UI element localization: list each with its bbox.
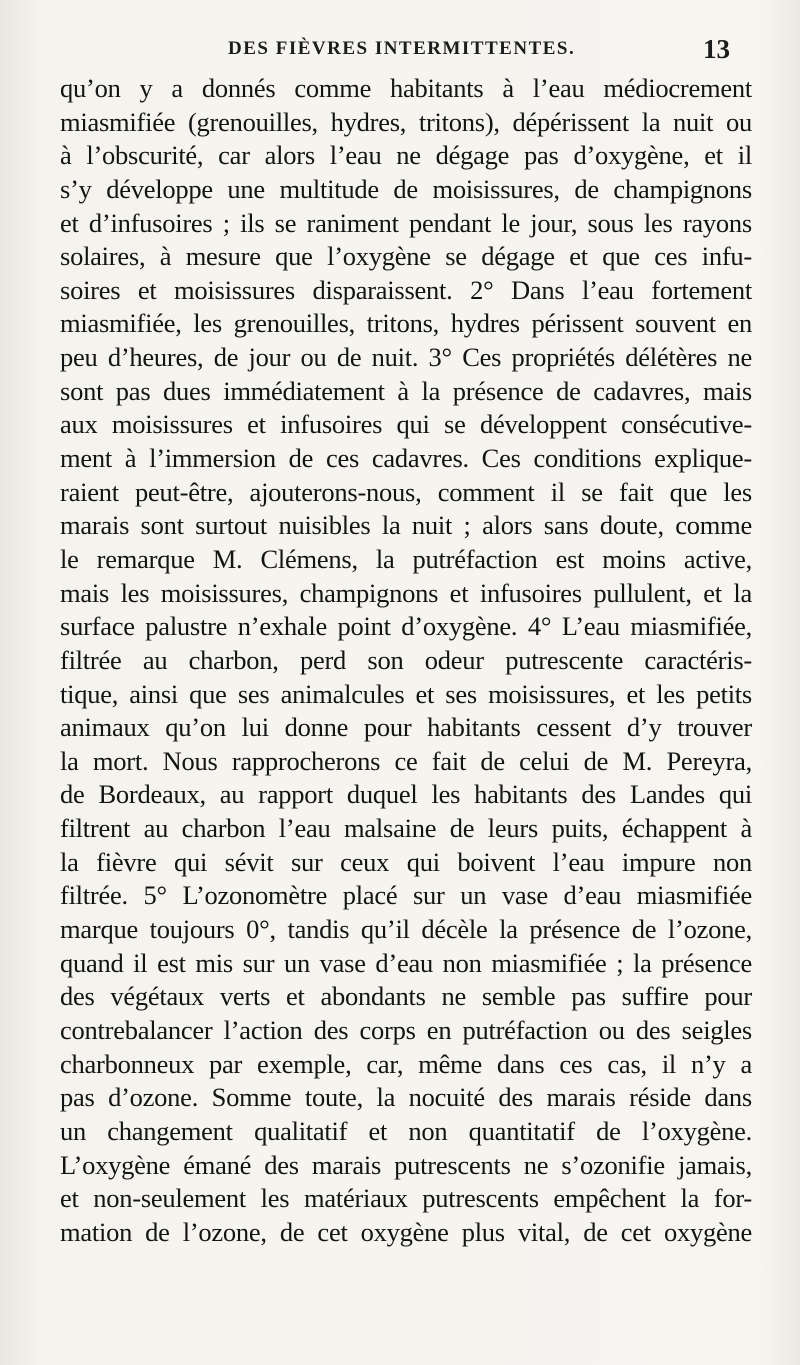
text-line: quand il est mis sur un vase d’eau non miasmifiée ; la présence xyxy=(60,947,752,978)
text-line: à l’obscurité, car alors l’eau ne dégage pas d’oxygène, et il xyxy=(60,140,752,171)
body-text xyxy=(60,72,752,1249)
text-line: peu d’heures, de jour ou de nuit. 3° Ces propriétés délétères ne xyxy=(60,342,752,373)
text-line: L’oxygène émané des marais putrescents ne s’ozonifie jamais, xyxy=(60,1149,752,1180)
text-line: aux moisissures et infusoires qui se développent consécutive- xyxy=(60,409,752,440)
text-line: raient peut-être, ajouterons-nous, comment il se fait que les xyxy=(60,476,752,507)
text-line: mation de l’ozone, de cet oxygène plus vital, de cet oxygène xyxy=(60,1216,752,1247)
text-line: de Bordeaux, au rapport duquel les habitants des Landes qui xyxy=(60,779,752,810)
text-line: la mort. Nous rapprocherons ce fait de celui de M. Pereyra, xyxy=(60,745,752,776)
text-line: un changement qualitatif et non quantitatif de l’oxygène. xyxy=(60,1115,752,1146)
text-line: filtrée au charbon, perd son odeur putrescente caractéris- xyxy=(60,644,752,675)
text-line: sont pas dues immédiatement à la présence de cadavres, mais xyxy=(60,375,752,406)
text-line: miasmifiée, les grenouilles, tritons, hydres périssent souvent en xyxy=(60,308,752,339)
text-line: miasmifiée (grenouilles, hydres, tritons), dépérissent la nuit ou xyxy=(60,106,752,137)
running-head: DES FIÈVRES INTERMITTENTES. xyxy=(228,38,576,59)
text-line: tique, ainsi que ses animalcules et ses moisissures, et les petits xyxy=(60,678,752,709)
text-line: le remarque M. Clémens, la putréfaction est moins active, xyxy=(60,543,752,574)
text-line: filtrent au charbon l’eau malsaine de leurs puits, échappent à xyxy=(60,813,752,844)
page-number: 13 xyxy=(703,34,730,64)
text-line: marais sont surtout nuisibles la nuit ; alors sans doute, comme xyxy=(60,510,752,541)
text-line: animaux qu’on lui donne pour habitants cessent d’y trouver xyxy=(60,712,752,743)
text-line: charbonneux par exemple, car, même dans ces cas, il n’y a xyxy=(60,1048,752,1079)
text-line: ment à l’immersion de ces cadavres. Ces conditions explique- xyxy=(60,443,752,474)
text-line: des végétaux verts et abondants ne semble pas suffire pour xyxy=(60,981,752,1012)
text-line: solaires, à mesure que l’oxygène se dégage et que ces infu- xyxy=(60,241,752,272)
text-line: filtrée. 5° L’ozonomètre placé sur un vase d’eau miasmifiée xyxy=(60,880,752,911)
text-line: qu’on y a donnés comme habitants à l’eau médiocrement xyxy=(60,73,752,103)
text-line: contrebalancer l’action des corps en putréfaction ou des seigles xyxy=(60,1014,752,1045)
text-line: soires et moisissures disparaissent. 2° Dans l’eau fortement xyxy=(60,274,752,305)
text-line: pas d’ozone. Somme toute, la nocuité des marais réside dans xyxy=(60,1082,752,1113)
text-line: surface palustre n’exhale point d’oxygène. 4° L’eau miasmifiée, xyxy=(60,611,752,642)
page-header xyxy=(0,34,800,74)
text-line: et d’infusoires ; ils se raniment pendant le jour, sous les rayons xyxy=(60,207,752,238)
text-line: mais les moisissures, champignons et infusoires pullulent, et la xyxy=(60,577,752,608)
text-line: s’y développe une multitude de moisissures, de champignons xyxy=(60,173,752,204)
text-line: marque toujours 0°, tandis qu’il décèle la présence de l’ozone, xyxy=(60,914,752,945)
text-line: et non-seulement les matériaux putrescents empêchent la for- xyxy=(60,1183,752,1214)
text-line: la fièvre qui sévit sur ceux qui boivent l’eau impure non xyxy=(60,846,752,877)
